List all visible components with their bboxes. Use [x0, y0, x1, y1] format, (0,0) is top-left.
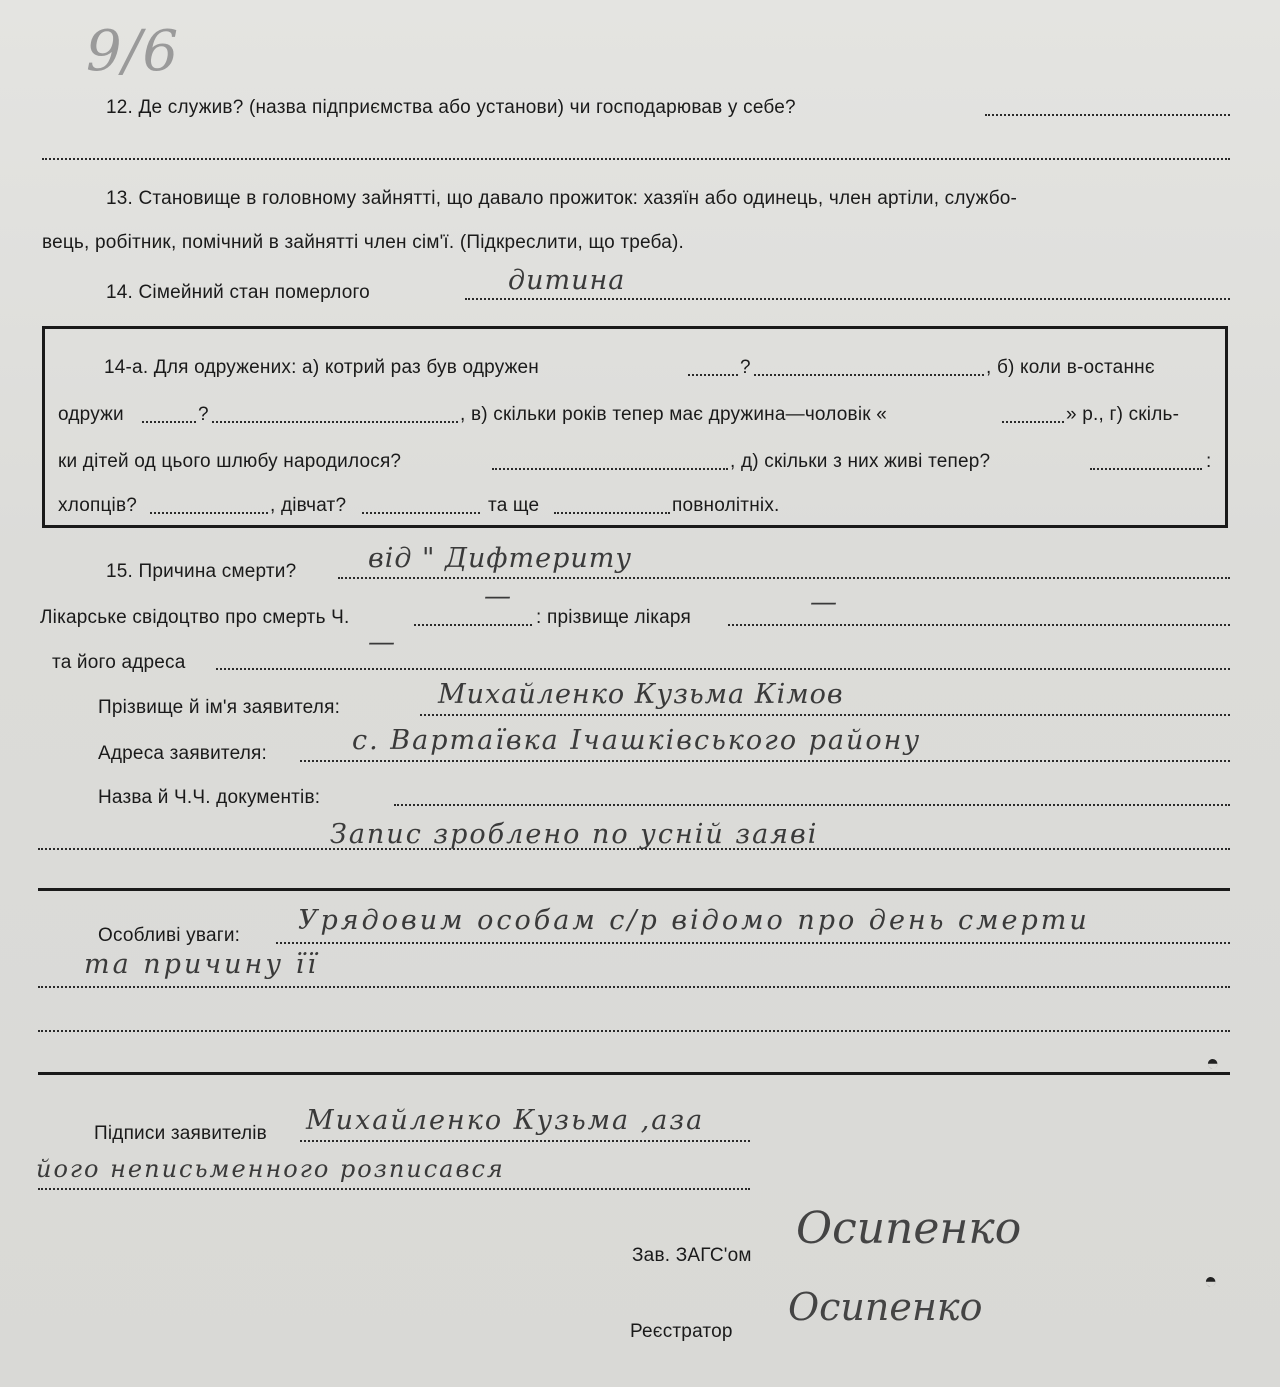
q14a-line4-a: хлопців? — [58, 495, 138, 516]
q12-fill-line-2 — [42, 158, 1230, 160]
q14a-fill-1 — [688, 374, 738, 376]
q14a-line2-b: ? — [198, 404, 209, 425]
doctor-name-label: : прізвище лікаря — [536, 607, 691, 628]
q14a-line2-a: одружи — [58, 404, 124, 425]
q14a-line1-a: 14-а. Для одружених: а) котрий раз був одружен — [104, 357, 539, 378]
q14a-line4-d: повнолітніх. — [672, 495, 780, 516]
pin-mark-top: ◓ — [1206, 1050, 1220, 1075]
notes-fill-1 — [276, 942, 1230, 944]
signatures-label: Підписи заявителів — [94, 1123, 267, 1144]
applicant-address-fill — [300, 760, 1230, 762]
q14-label: 14. Сімейний стан померлого — [106, 282, 370, 303]
q14a-fill-4 — [212, 421, 458, 423]
applicant-name-value: Михайленко Кузьма Кімов — [438, 679, 844, 710]
q14a-line1-b: ? — [740, 357, 751, 378]
q14a-fill-10 — [554, 512, 670, 514]
documents-fill — [394, 804, 1230, 806]
q14-fill-line — [465, 298, 1230, 300]
q12-fill-line — [985, 114, 1230, 116]
corner-mark: 9/6 — [86, 19, 180, 84]
notes-fill-2 — [38, 986, 1230, 988]
q14a-fill-5 — [1002, 421, 1064, 423]
doctor-cert-label: Лікарське свідоцтво про смерть Ч. — [40, 607, 350, 628]
q14a-line3-c: : — [1206, 451, 1212, 472]
signatures-value-line2: його неписьменного розписався — [36, 1155, 505, 1183]
applicant-address-value: с. Вартаївка Ічашківського району — [352, 725, 922, 756]
documents-fill-2 — [38, 848, 1230, 850]
q14a-line1-c: , б) коли в-останнє — [986, 357, 1155, 378]
doctor-address-label: та його адреса — [52, 652, 186, 673]
registrar-label: Реєстратор — [630, 1321, 733, 1342]
q12-label: 12. Де служив? (назва підприємства або установи) чи господарював у себе? — [106, 97, 796, 118]
q14-handwritten-value: дитина — [508, 265, 626, 296]
notes-section-rule — [38, 1072, 1230, 1075]
pin-mark-bottom: ◓ — [1204, 1268, 1218, 1293]
doctor-address-fill — [216, 668, 1230, 670]
applicant-address-label: Адреса заявителя: — [98, 743, 267, 764]
head-label: Зав. ЗАГС'ом — [632, 1245, 752, 1266]
signatures-fill-2 — [38, 1188, 750, 1190]
documents-label: Назва й Ч.Ч. документів: — [98, 787, 321, 808]
signatures-value-line1: Михайленко Кузьма ,аза — [306, 1105, 705, 1136]
documents-value: Запис зроблено по усній заяві — [330, 819, 819, 850]
q14a-fill-8 — [150, 512, 268, 514]
applicant-name-fill — [420, 714, 1230, 716]
q14a-line2-d: » р., г) скіль- — [1066, 404, 1180, 425]
q14a-line4-c: та ще — [488, 495, 540, 516]
doctor-cert-dash: — — [484, 581, 512, 612]
applicant-name-label: Прізвище й ім'я заявителя: — [98, 697, 341, 718]
doctor-address-dash: — — [368, 627, 396, 658]
notes-label: Особливі уваги: — [98, 925, 241, 946]
q14a-line4-b: , дівчат? — [270, 495, 347, 516]
q14a-line3-a: ки дітей од цього шлюбу народилося? — [58, 451, 402, 472]
notes-value-line2: та причину її — [84, 949, 319, 980]
q14a-fill-2 — [754, 374, 984, 376]
signatures-fill-1 — [300, 1140, 750, 1142]
doctor-name-dash: — — [810, 587, 838, 618]
q15-handwritten-value: від " Дифтериту — [368, 543, 633, 574]
q14a-line2-c: , в) скільки років тепер має дружина—чоловік « — [460, 404, 888, 425]
doctor-cert-fill — [414, 624, 532, 626]
doctor-name-fill — [728, 624, 1230, 626]
q14a-fill-3 — [142, 421, 196, 423]
q13-label-line2: вець, робітник, помічний в зайнятті член сім'ї. (Підкреслити, що треба). — [42, 232, 684, 253]
q14a-line3-b: , д) скільки з них живі тепер? — [730, 451, 991, 472]
registrar-signature: Осипенко — [788, 1285, 983, 1329]
q15-label: 15. Причина смерти? — [106, 561, 297, 582]
q14a-fill-7 — [1090, 468, 1202, 470]
head-signature: Осипенко — [796, 1203, 1022, 1254]
q14a-fill-6 — [492, 468, 728, 470]
q14a-fill-9 — [362, 512, 480, 514]
documents-section-rule — [38, 888, 1230, 891]
q13-label-line1: 13. Становище в головному зайнятті, що давало прожиток: хазяїн або одинець, член артіли, службо- — [106, 188, 1018, 209]
q15-fill-line — [338, 577, 1230, 579]
notes-value-line1: Урядовим особам с/р відомо про день смерти — [298, 905, 1090, 936]
notes-fill-3 — [38, 1030, 1230, 1032]
